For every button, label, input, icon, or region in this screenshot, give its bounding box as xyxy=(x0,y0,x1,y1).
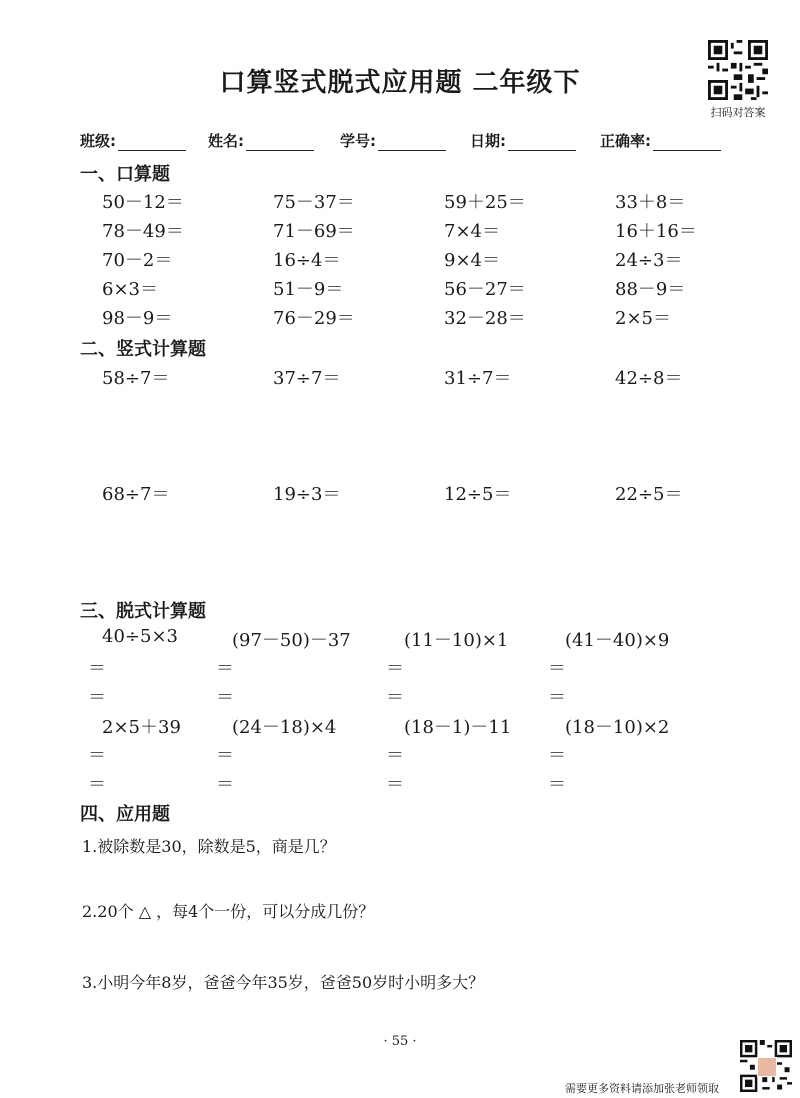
date-blank[interactable] xyxy=(508,134,576,151)
stepwise-problem: 40÷5×3 xyxy=(102,626,178,647)
name-field[interactable] xyxy=(208,127,314,151)
section-oral-title: 一、口算题 xyxy=(80,164,170,185)
date-label: 日期: xyxy=(470,132,506,150)
word-question: 3.小明今年8岁，爸爸今年35岁，爸爸50岁时小明多大？ xyxy=(82,973,485,992)
vertical-problem: 42÷8＝ xyxy=(615,368,683,389)
stepwise-problem: (24－18)×4 xyxy=(232,717,337,738)
oral-problem: 24÷3＝ xyxy=(615,250,683,271)
name-label: 姓名: xyxy=(208,132,244,150)
word-question: 1.被除数是30，除数是5，商是几？ xyxy=(82,837,336,856)
vertical-problem: 68÷7＝ xyxy=(102,484,170,505)
equals-sign: ＝ xyxy=(548,774,566,795)
footer-note: 需要更多资料请添加张老师领取 xyxy=(565,1082,719,1095)
oral-problem: 75－37＝ xyxy=(273,192,355,213)
oral-problem: 50－12＝ xyxy=(102,192,184,213)
student-id-label: 学号: xyxy=(340,132,376,150)
section-vertical-title: 二、竖式计算题 xyxy=(80,339,206,360)
word-question: 2.20个 △ ，每4个一份，可以分成几份？ xyxy=(82,902,375,921)
equals-sign: ＝ xyxy=(548,658,566,679)
vertical-problem: 19÷3＝ xyxy=(273,484,341,505)
page-title: 口算竖式脱式应用题 二年级下 xyxy=(219,68,581,98)
oral-problem: 7×4＝ xyxy=(444,221,500,242)
equals-sign: ＝ xyxy=(88,774,106,795)
qr-code-icon xyxy=(708,40,768,100)
equals-sign: ＝ xyxy=(548,687,566,708)
vertical-problem: 58÷7＝ xyxy=(102,368,170,389)
accuracy-field[interactable] xyxy=(600,127,721,151)
oral-problem: 6×3＝ xyxy=(102,279,158,300)
equals-sign: ＝ xyxy=(216,658,234,679)
equals-sign: ＝ xyxy=(386,687,404,708)
section-word-title: 四、应用题 xyxy=(80,804,170,825)
oral-problem: 51－9＝ xyxy=(273,279,344,300)
oral-problem: 76－29＝ xyxy=(273,308,355,329)
equals-sign: ＝ xyxy=(216,774,234,795)
oral-problem: 2×5＝ xyxy=(615,308,671,329)
equals-sign: ＝ xyxy=(88,658,106,679)
equals-sign: ＝ xyxy=(548,745,566,766)
vertical-problem: 22÷5＝ xyxy=(615,484,683,505)
oral-problem: 32－28＝ xyxy=(444,308,526,329)
name-blank[interactable] xyxy=(246,134,314,151)
vertical-problem: 37÷7＝ xyxy=(273,368,341,389)
avatar xyxy=(757,1057,777,1077)
stepwise-problem: (18－1)－11 xyxy=(404,717,512,738)
oral-problem: 16＋16＝ xyxy=(615,221,697,242)
equals-sign: ＝ xyxy=(386,774,404,795)
oral-problem: 78－49＝ xyxy=(102,221,184,242)
oral-problem: 56－27＝ xyxy=(444,279,526,300)
oral-problem: 71－69＝ xyxy=(273,221,355,242)
page-number: · 55 · xyxy=(383,1034,417,1049)
vertical-problem: 31÷7＝ xyxy=(444,368,512,389)
oral-problem: 88－9＝ xyxy=(615,279,686,300)
oral-problem: 70－2＝ xyxy=(102,250,173,271)
equals-sign: ＝ xyxy=(216,745,234,766)
date-field[interactable] xyxy=(470,127,576,151)
equals-sign: ＝ xyxy=(386,658,404,679)
section-stepwise-title: 三、脱式计算题 xyxy=(80,601,206,622)
equals-sign: ＝ xyxy=(386,745,404,766)
equals-sign: ＝ xyxy=(88,687,106,708)
stepwise-problem: (97－50)－37 xyxy=(232,630,351,651)
oral-problem: 16÷4＝ xyxy=(273,250,341,271)
accuracy-label: 正确率: xyxy=(600,132,651,150)
equals-sign: ＝ xyxy=(216,687,234,708)
oral-problem: 9×4＝ xyxy=(444,250,500,271)
class-field[interactable] xyxy=(80,127,186,151)
oral-problem: 33＋8＝ xyxy=(615,192,686,213)
oral-problem: 59＋25＝ xyxy=(444,192,526,213)
class-label: 班级: xyxy=(80,132,116,150)
stepwise-problem: (11－10)×1 xyxy=(404,630,509,651)
stepwise-problem: (18－10)×2 xyxy=(565,717,670,738)
student-id-blank[interactable] xyxy=(378,134,446,151)
stepwise-problem: (41－40)×9 xyxy=(565,630,670,651)
accuracy-blank[interactable] xyxy=(653,134,721,151)
qr-caption: 扫码对答案 xyxy=(710,106,766,119)
stepwise-problem: 2×5＋39 xyxy=(102,717,181,738)
student-id-field[interactable] xyxy=(340,127,446,151)
equals-sign: ＝ xyxy=(88,745,106,766)
vertical-problem: 12÷5＝ xyxy=(444,484,512,505)
class-blank[interactable] xyxy=(118,134,186,151)
oral-problem: 98－9＝ xyxy=(102,308,173,329)
